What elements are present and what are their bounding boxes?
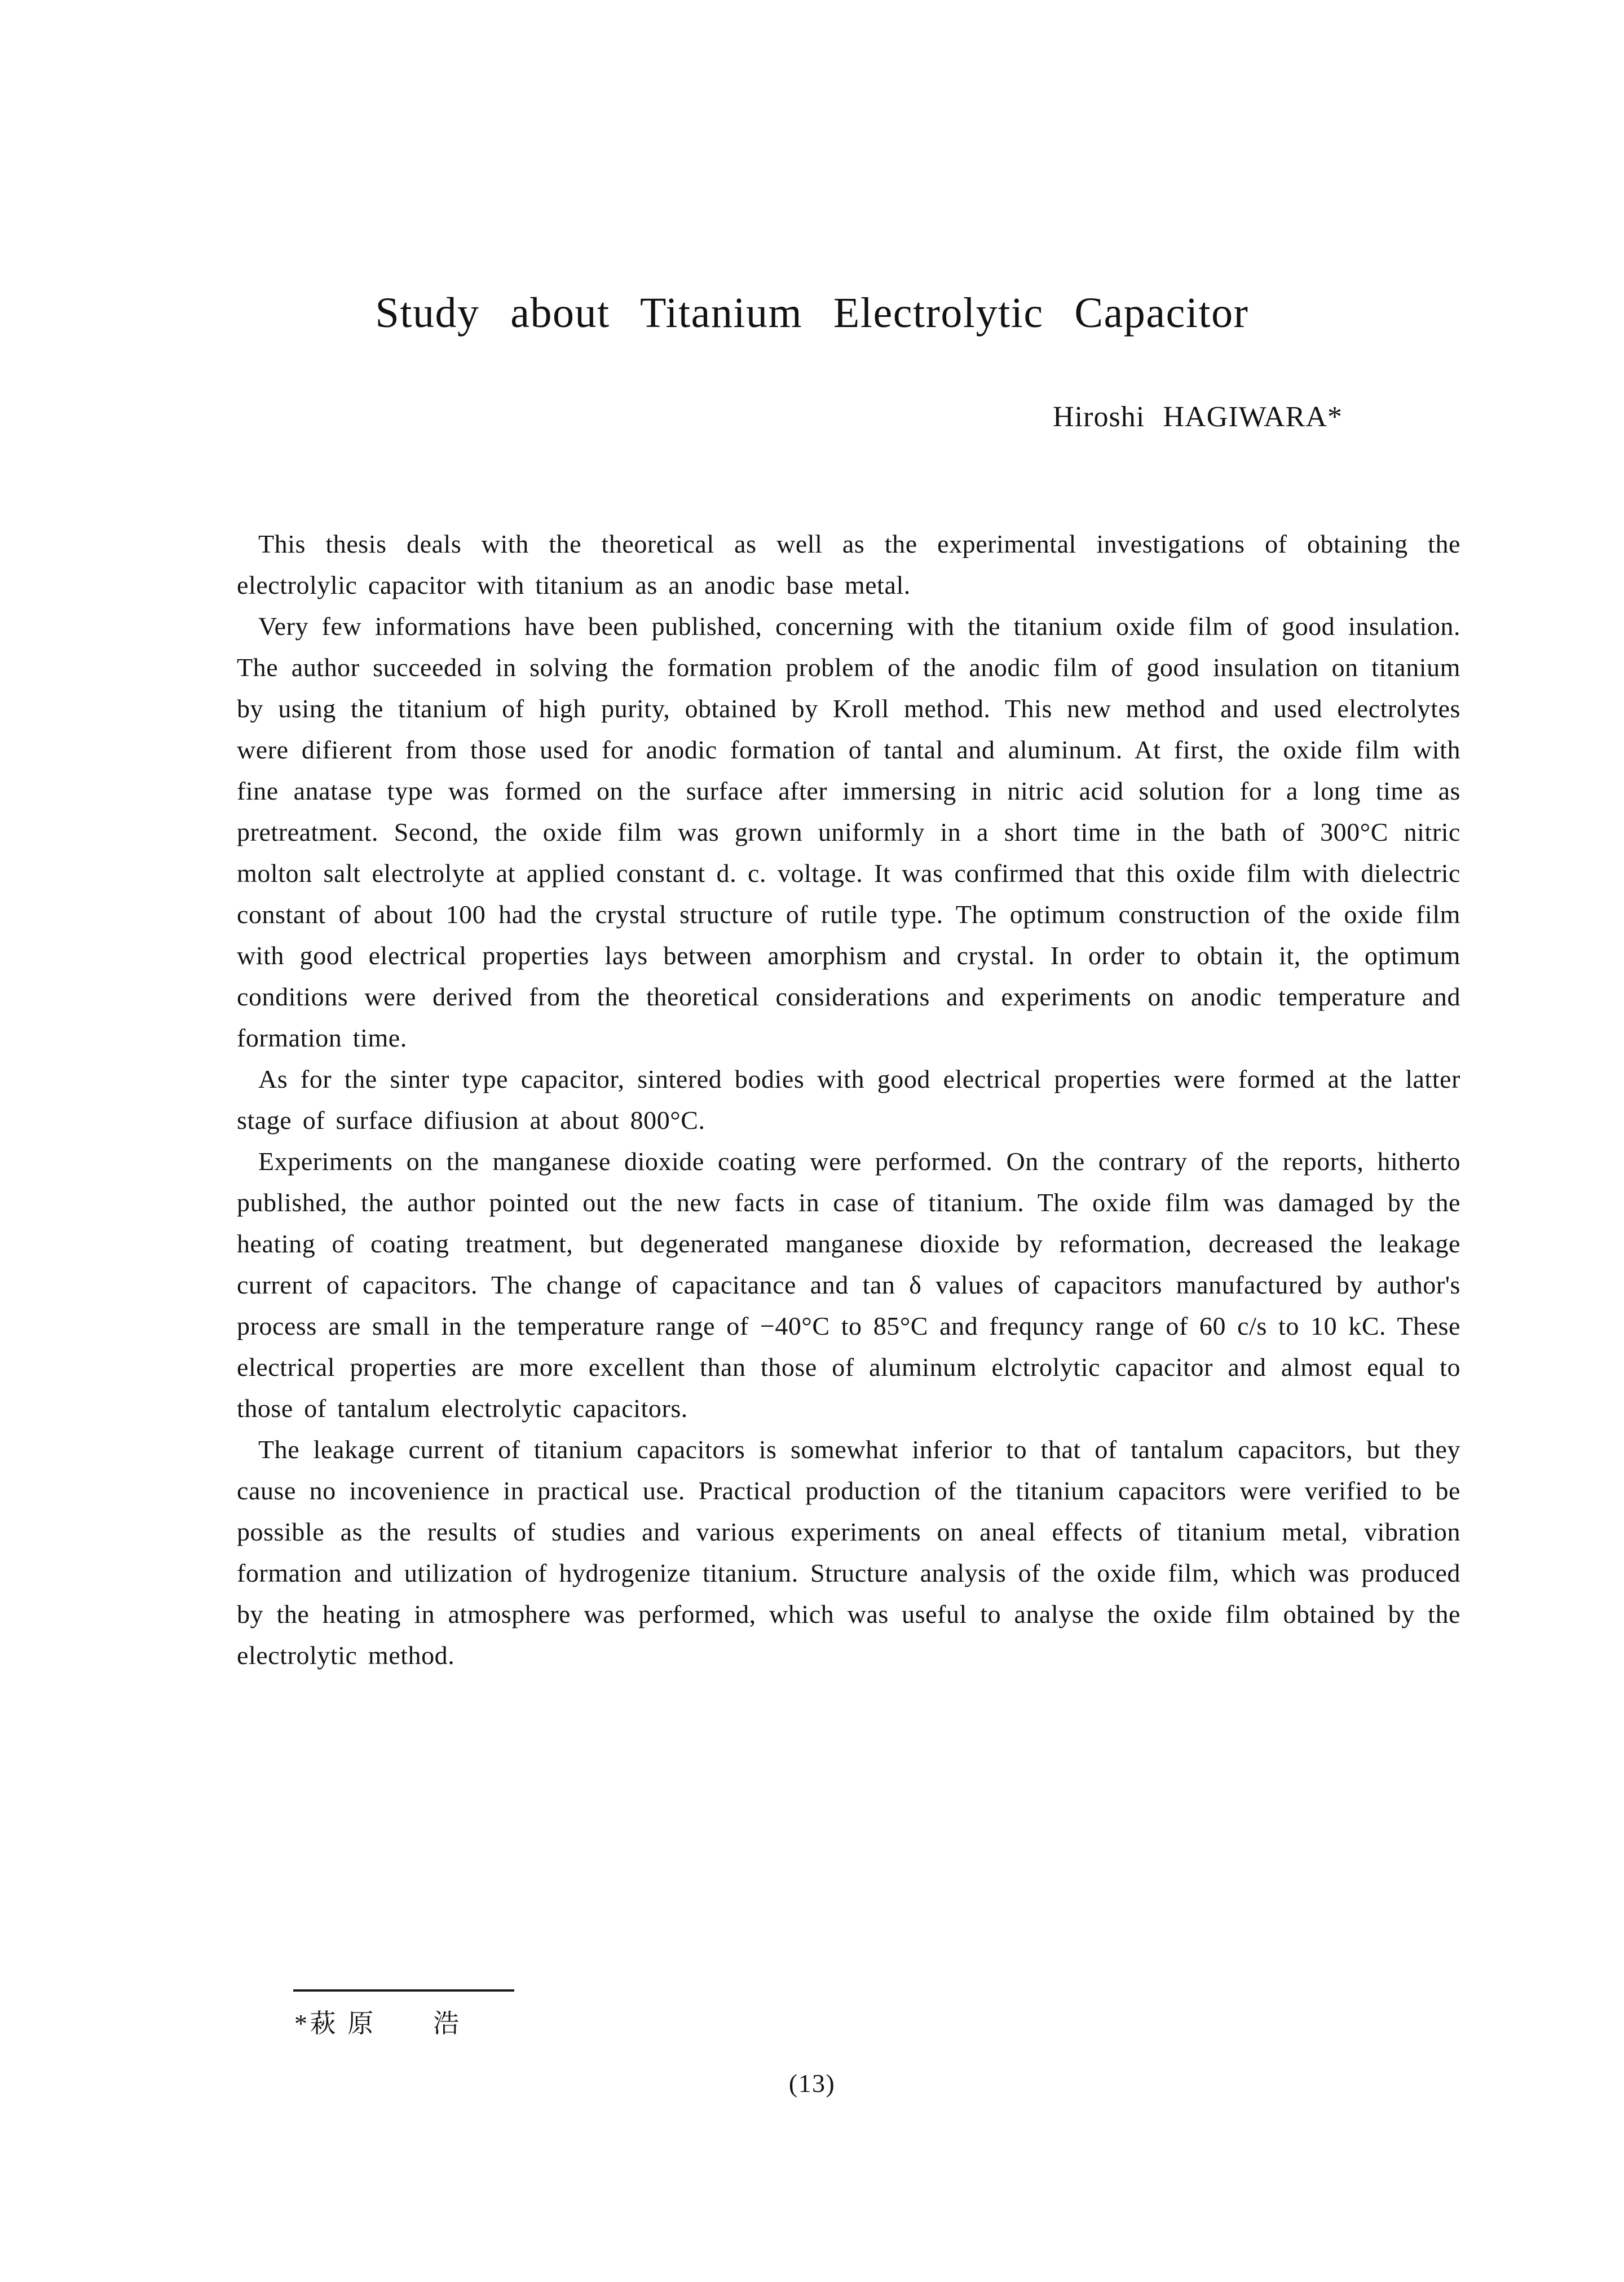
abstract-paragraph-1: This thesis deals with the theoretical as well as the experimental investigations of obtaining the electrolylic capacitor with titanium as an anodic base metal. [237, 529, 1460, 599]
footnote-divider [293, 1989, 514, 1992]
abstract-paragraph-4: Experiments on the manganese dioxide coating were performed. On the contrary of the reports, hitherto published, the author pointed out the new facts in case of titanium. The oxide film was damaged by the heating of coating treatment, but degenerated manganese dioxide by reformation, decreased the leakage current of capacitors. The change of capacitance and tan δ values of capacitors manufactured by author's process are small in the temperature range of −40°C to 85°C and frequncy range of 60 c/s to 10 kC. These electrical properties are more excellent than those of aluminum elctrolytic capacitor and almost equal to those of tantalum electrolytic capacitors. [237, 1147, 1460, 1423]
abstract-paragraph-3: As for the sinter type capacitor, sintered bodies with good electrical properties were formed at the latter stage of surface difiusion at about 800°C. [237, 1065, 1460, 1135]
page-number: (13) [788, 2069, 836, 2098]
author-footnote: *萩 原 浩 [294, 2009, 462, 2038]
paper-author: Hiroshi HAGIWARA* [1053, 401, 1343, 433]
abstract-paragraph-5: The leakage current of titanium capacitors is somewhat inferior to that of tantalum capacitors, but they cause no incovenience in practical use. Practical production of the titanium capacitors were verified to be possible as the results of studies and various experiments on aneal effects of titanium metal, vibration formation and utilization of hydrogenize titanium. Structure analysis of the oxide film, which was produced by the heating in atmosphere was performed, which was useful to analyse the oxide film obtained by the electrolytic method. [237, 1435, 1460, 1670]
abstract-body [237, 523, 1460, 1676]
abstract-paragraph-2: Very few informations have been published, concerning with the titanium oxide film of good insulation. The author succeeded in solving the formation problem of the anodic film of good insulation on titanium by using the titanium of high purity, obtained by Kroll method. This new method and used electrolytes were difierent from those used for anodic formation of tantal and aluminum. At first, the oxide film with fine anatase type was formed on the surface after immersing in nitric acid solution for a long time as pretreatment. Second, the oxide film was grown uniformly in a short time in the bath of 300°C nitric molton salt electrolyte at applied constant d. c. voltage. It was confirmed that this oxide film with dielectric constant of about 100 had the crystal structure of rutile type. The optimum construction of the oxide film with good electrical properties lays between amorphism and crystal. In order to obtain it, the optimum conditions were derived from the theoretical considerations and experiments on anodic temperature and formation time. [237, 612, 1460, 1052]
paper-title: Study about Titanium Electrolytic Capacitor [375, 289, 1249, 337]
